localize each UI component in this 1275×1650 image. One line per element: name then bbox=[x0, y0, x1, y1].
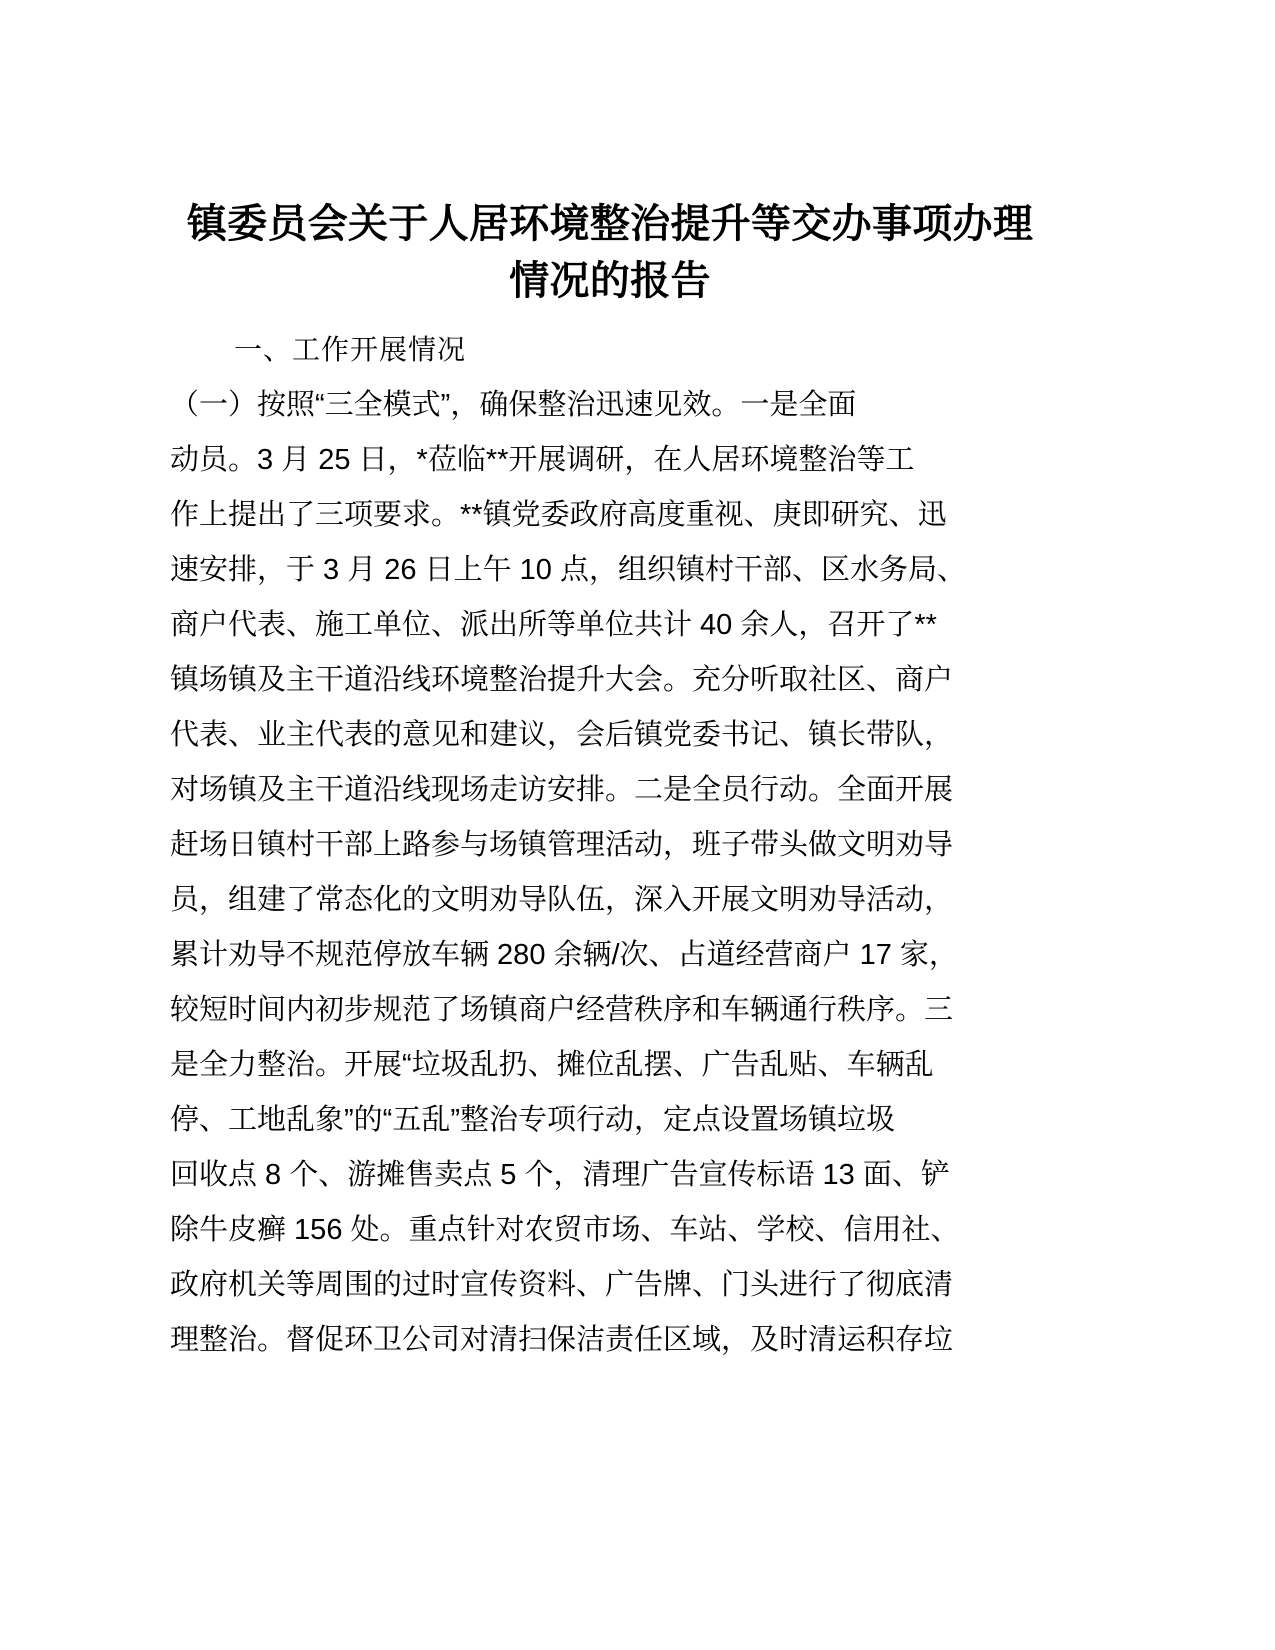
paragraph-line: （一）按照“三全模式”，确保整治迅速见效。一是全面 bbox=[170, 388, 857, 421]
document-content bbox=[170, 196, 1050, 1368]
paragraph-line: 赶场日镇村干部上路参与场镇管理活动，班子带头做文明劝导 bbox=[170, 828, 954, 861]
paragraph-line: 回收点 8 个、游摊售卖点 5 个，清理广告宣传标语 13 面、铲 bbox=[170, 1158, 950, 1191]
paragraph-line: 较短时间内初步规范了场镇商户经营秩序和车辆通行秩序。三 bbox=[170, 993, 954, 1026]
paragraph-line: 镇场镇及主干道沿线环境整治提升大会。充分听取社区、商户 bbox=[170, 663, 954, 696]
paragraph-line: 理整治。督促环卫公司对清扫保洁责任区域，及时清运积存垃 bbox=[170, 1323, 954, 1356]
body-paragraph bbox=[170, 378, 1050, 1368]
paragraph-line: 动员。3 月 25 日，*莅临**开展调研，在人居环境整治等工 bbox=[170, 443, 915, 476]
paragraph-line: 对场镇及主干道沿线现场走访安排。二是全员行动。全面开展 bbox=[170, 773, 954, 806]
paragraph-line: 停、工地乱象”的“五乱”整治专项行动，定点设置场镇垃圾 bbox=[170, 1103, 895, 1136]
paragraph-line: 政府机关等周围的过时宣传资料、广告牌、门头进行了彻底清 bbox=[170, 1268, 954, 1301]
paragraph-line: 累计劝导不规范停放车辆 280 余辆/次、占道经营商户 17 家， bbox=[170, 938, 958, 971]
paragraph-line: 速安排，于 3 月 26 日上午 10 点，组织镇村干部、区水务局、 bbox=[170, 553, 966, 586]
paragraph-line: 员，组建了常态化的文明劝导队伍，深入开展文明劝导活动， bbox=[170, 883, 954, 916]
section-heading: 一、工作开展情况 bbox=[234, 333, 467, 365]
paragraph-line: 商户代表、施工单位、派出所等单位共计 40 余人，召开了** bbox=[170, 608, 937, 641]
page-title: 镇委员会关于人居环境整治提升等交办事项办理情况的报告 bbox=[186, 202, 1034, 303]
paragraph-line: 作上提出了三项要求。**镇党委政府高度重视、庚即研究、迅 bbox=[170, 498, 947, 531]
paragraph-line: 除牛皮癣 156 处。重点针对农贸市场、车站、学校、信用社、 bbox=[170, 1213, 960, 1246]
paragraph-line: 代表、业主代表的意见和建议，会后镇党委书记、镇长带队， bbox=[170, 718, 954, 751]
paragraph-line: 是全力整治。开展“垃圾乱扔、摊位乱摆、广告乱贴、车辆乱 bbox=[170, 1048, 934, 1081]
